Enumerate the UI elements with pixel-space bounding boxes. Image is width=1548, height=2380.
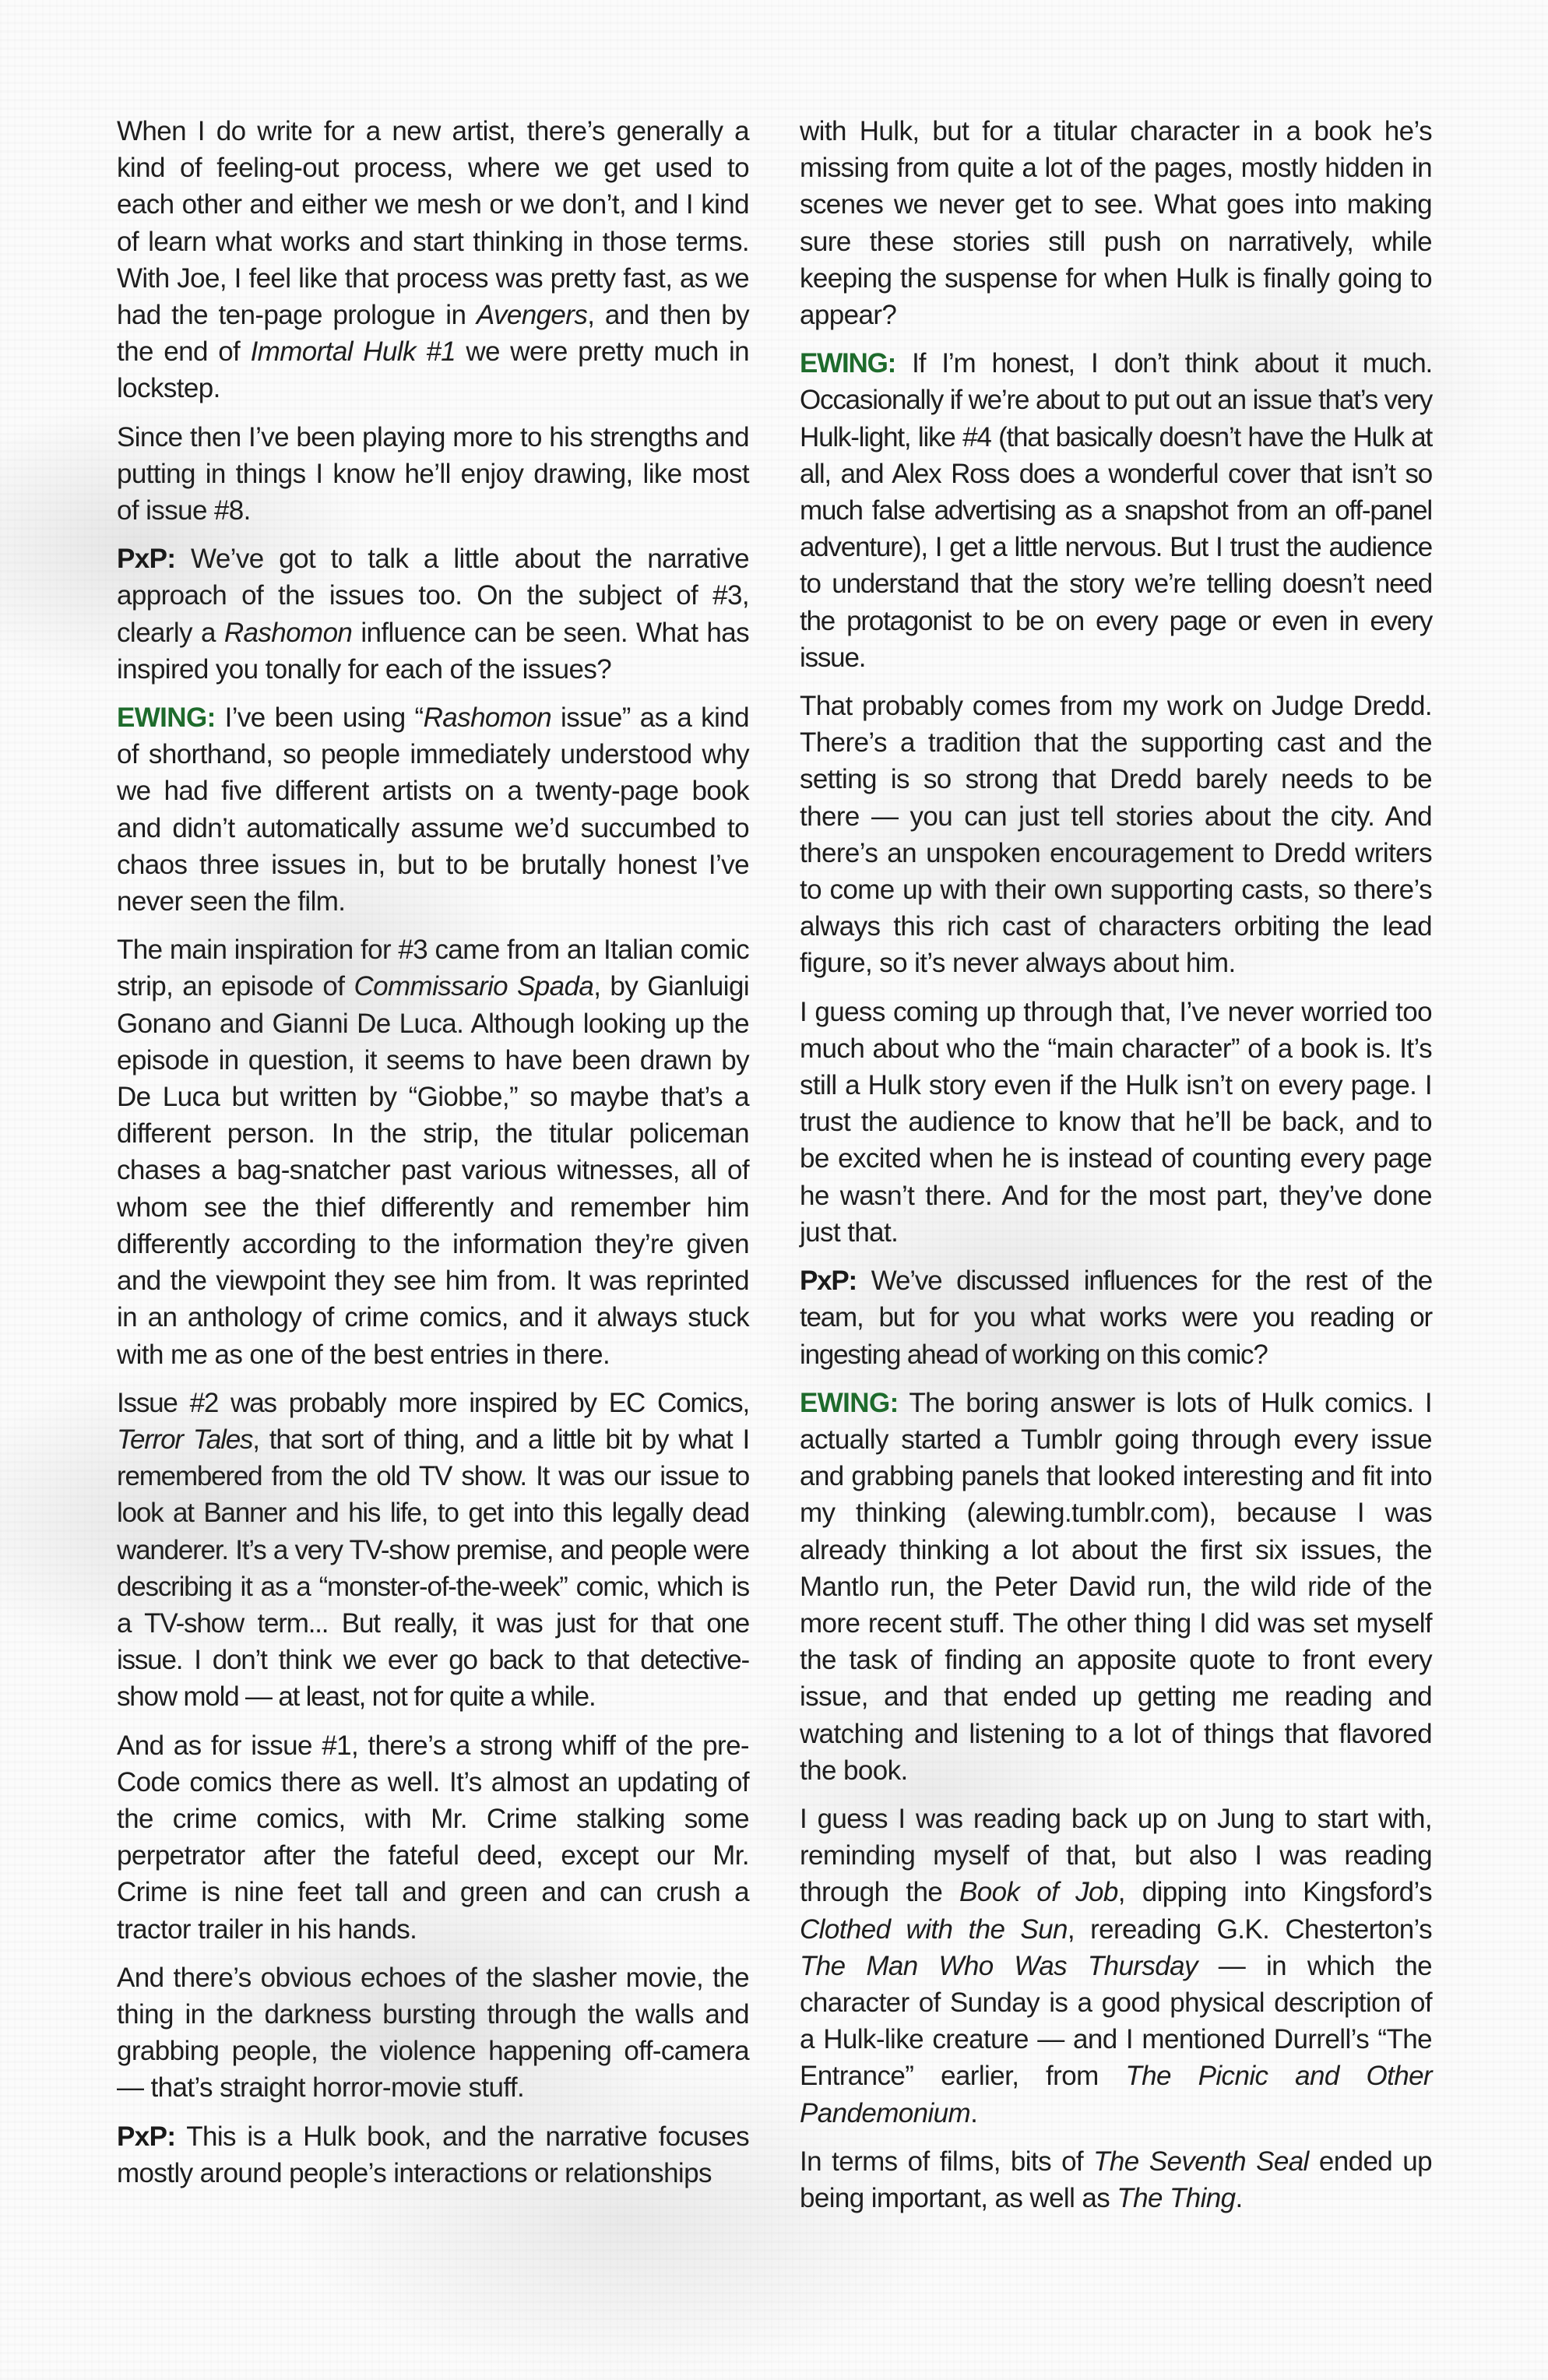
italic-title: The Thing (1117, 2182, 1236, 2213)
italic-title: Rashomon (223, 617, 353, 648)
paragraph (800, 1801, 1432, 2132)
text-run: , that sort of thing, and a little bit by what I remembered from the old TV show. It was our issue to look at Banner and his life, to get into this legally dead wanderer. It’s a very TV-show premise, and people were describing it as a “monster-of-the-week” comic, which is a TV-show term... But really, it was just for that one issue. I don’t think we ever go back to that detective-show mold — at least, not for quite a while. (117, 1424, 750, 1713)
paragraph: And as for issue #1, there’s a strong whiff of the pre-Code comics there as well. It’s almost an updating of the crime comics, with Mr. Crime stalking some perpetrator after the fateful deed, except our Mr. Crime is nine feet tall and green and can crush a tractor trailer in his hands. (117, 1730, 749, 1945)
text-run: — in which the character of Sunday is a good physical description of a Hulk-like creature — and I mentioned Durrell’s “The Entrance” earlier, from (800, 1950, 1432, 2092)
text-run: The main inspiration for #3 came from an Italian comic strip, an episode of (117, 935, 749, 1002)
paragraph (117, 113, 749, 407)
text-run: ended up being important, as well as (800, 2146, 1432, 2213)
paragraph (117, 1385, 749, 1716)
right-column (800, 113, 1432, 2228)
paragraph: Since then I’ve been playing more to his strengths and putting in things I know he’ll enjoy drawing, like most of issue #8. (117, 421, 749, 526)
italic-title: Immortal Hulk #1 (250, 336, 456, 368)
question-paragraph (800, 1262, 1432, 1373)
answer-paragraph (800, 345, 1432, 676)
interviewer-label: PxP: (117, 544, 176, 575)
italic-title: Avengers (476, 300, 588, 331)
text-run: I guess I was reading back up on Jung to start with, reminding myself of that, but also I was reading through the (800, 1803, 1432, 1908)
paragraph (800, 2143, 1432, 2216)
italic-title: The Picnic and Other Pandemonium (800, 2061, 1432, 2128)
italic-title: Clothed with the Sun (800, 1914, 1068, 1945)
interviewer-label: PxP: (800, 1266, 857, 1297)
left-column (117, 113, 749, 2203)
text-run: issue” as a kind of shorthand, so people immediately understood why we had five different artists on a twenty-page book and didn’t automatically assume we’d succumbed to chaos three issues in, but to be brutally honest I’ve never seen the film. (117, 702, 749, 917)
italic-title: The Seventh Seal (1093, 2146, 1309, 2177)
italic-title: Book of Job (959, 1877, 1118, 1908)
answer-paragraph (117, 699, 749, 920)
text-run: . (970, 2097, 978, 2128)
answer-paragraph (800, 1385, 1432, 1789)
italic-title: Rashomon (423, 702, 552, 734)
question-paragraph-continued: with Hulk, but for a titular character in a book he’s missing from quite a lot of the pages, mostly hidden in scenes we never get to see. What goes into making sure these stories still push on narratively, while keeping the suspense for when Hulk is finally going to appear? (800, 116, 1432, 331)
text-run: In terms of films, bits of (800, 2146, 1094, 2177)
text-run: , by Gianluigi Gonano and Gianni De Luca. Although looking up the episode in question, it seems to have been drawn by De Luca but written by “Giobbe,” so maybe that’s a different person. In the strip, the titular policeman chases a bag-snatcher past various witnesses, all of whom see the thief differently and remember him differently according to the information they’re given and the viewpoint they see him from. It was reprinted in an anthology of crime comics, and it always stuck with me as one of the best entries in there. (117, 971, 749, 1370)
question-paragraph (117, 2118, 749, 2192)
paragraph: And there’s obvious echoes of the slasher movie, the thing in the darkness bursting through the walls and grabbing people, the violence happening off-camera — that’s straight horror-movie stuff. (117, 1962, 749, 2104)
text-run: We’ve got to talk a little about the narrative approach of the issues too. On the subject of #3, clearly a (117, 544, 749, 648)
text-run: We’ve discussed influences for the rest of the team, but for you what works were you reading or ingesting ahead of working on this comic? (800, 1266, 1432, 1370)
text-run: Issue #2 was probably more inspired by EC Comics, (117, 1387, 749, 1418)
text-run: When I do write for a new artist, there’s generally a kind of feeling-out process, where we get used to each other and either we mesh or we don’t, and I kind of learn what works and start thinking in those terms. With Joe, I feel like that process was pretty fast, as we had the ten-page prologue in (117, 116, 749, 331)
text-run: This is a Hulk book, and the narrative focuses mostly around people’s interactions or relationships (117, 2121, 749, 2188)
text-run: , rereading G.K. Chesterton’s (1067, 1914, 1432, 1945)
paragraph: That probably comes from my work on Judge Dredd. There’s a tradition that the supporting cast and the setting is so strong that Dredd barely needs to be there — you can just tell stories about the city. And there’s an unspoken encouragement to Dredd writers to come up with their own supporting casts, so there’s always this rich cast of characters orbiting the lead figure, so it’s never always about him. (800, 691, 1432, 979)
text-run: we were pretty much in lockstep. (117, 336, 749, 404)
italic-title: Terror Tales (117, 1424, 253, 1455)
interviewee-label: EWING: (117, 702, 216, 734)
paragraph: I guess coming up through that, I’ve never worried too much about who the “main character” of a book is. It’s still a Hulk story even if the Hulk isn’t on every page. I trust the audience to know that he’ll be back, and to be excited when he is instead of counting every page he wasn’t there. And for the most part, they’ve done just that. (800, 996, 1432, 1248)
paragraph (117, 931, 749, 1372)
italic-title: The Man Who Was Thursday (800, 1950, 1198, 1981)
question-paragraph (117, 540, 749, 688)
italic-title: Commissario Spada (354, 971, 594, 1002)
text-run: , and then by the end of (117, 300, 749, 368)
text-run: The boring answer is lots of Hulk comics. I actually started a Tumblr going through every issue and grabbing panels that looked interesting and fit into my thinking (alewing.tumblr.com), because I was already thinking a lot about the first six issues, the Mantlo run, the Peter David run, the wild ride of the more recent stuff. The other thing I did was set myself the task of finding an apposite quote to front every issue, and that ended up getting me reading and watching and listening to a lot of things that flavored the book. (800, 1387, 1432, 1786)
text-run: , dipping into Kingsford’s (1117, 1877, 1432, 1908)
text-run: influence can be seen. What has inspired you tonally for each of the issues? (117, 617, 749, 685)
text-run: I’ve been using “ (215, 702, 424, 734)
interviewee-label: EWING: (800, 348, 896, 379)
text-run: If I’m honest, I don’t think about it much. Occasionally if we’re about to put out an issue that’s very Hulk-light, like #4 (that basically doesn’t have the Hulk at all, and Alex Ross does a wonderful cover that isn’t so much false advertising as a snapshot from an off-panel adventure), I get a little nervous. But I trust the audience to understand that the story we’re telling doesn’t need the protagonist to be on every page or even in every issue. (800, 348, 1432, 673)
text-run: . (1235, 2182, 1243, 2213)
interviewee-label: EWING: (800, 1387, 899, 1418)
interviewer-label: PxP: (117, 2121, 176, 2152)
